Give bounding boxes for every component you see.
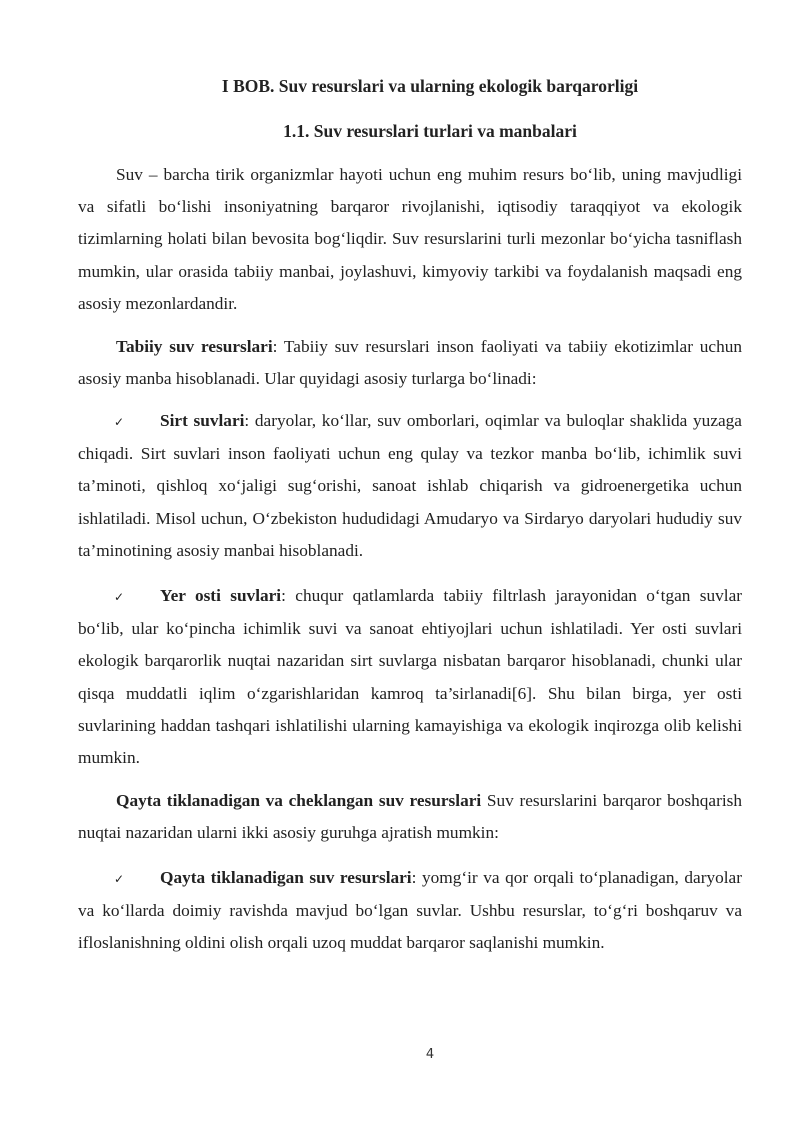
surface-water-text: : daryolar, ko‘llar, suv omborlari, oqimlar va buloqlar shaklida yuzaga chiqadi. Sirt suvlari inson faoliyati uchun eng qulay va tezkor manba bo‘lib, ichimlik suvi ta’minoti, qishloq xo‘jaligi sug‘orishi, sanoat ishlab chiqarish va gidroenergetika uchun ishlatiladi. Misol uchun, O‘zbekiston hududidagi Amudaryo va Sirdaryo daryolari hududiy suv ta’minotining asosiy manbai hisoblanadi.	[78, 411, 742, 560]
renewable-limited-title: Qayta tiklanadigan va cheklangan suv resurslari	[116, 791, 482, 810]
surface-water-title: Sirt suvlari	[160, 411, 245, 430]
renewable-water-text: : yomg‘ir va qor orqali to‘planadigan, daryolar va ko‘llarda doimiy ravishda mavjud bo‘lgan suvlar. Ushbu resurslar, to‘g‘ri boshqaruv va ifloslanishning oldini olish orqali uzoq muddat barqaror saqlanishi mumkin.	[78, 868, 742, 953]
natural-resources-paragraph	[78, 331, 742, 395]
section-heading: 1.1. Suv resurslari turlari va manbalari	[283, 121, 577, 141]
renewable-limited-text: Suv resurslarini barqaror boshqarish nuqtai nazaridan ularni ikki asosiy guruhga ajratish mumkin:	[78, 791, 742, 843]
groundwater-title: Yer osti suvlari	[160, 586, 282, 605]
intro-paragraph: Suv – barcha tirik organizmlar hayoti uchun eng muhim resurs bo‘lib, uning mavjudligi va sifatli bo‘lishi insoniyatning barqaror rivojlanishi, iqtisodiy taraqqiyot va ekologik tizimlarning holati bilan bevosita bog‘liqdir. Suv resurslarini turli mezonlar bo‘yicha tasniflash mumkin, ular orasida tabiiy manbai, joylashuvi, kimyoviy tarkibi va foydalanish maqsadi eng asosiy mezonlardandir.	[78, 165, 742, 313]
chapter-heading: I BOB. Suv resurslari va ularning ekologik barqarorligi	[221, 76, 639, 96]
surface-water-paragraph	[78, 405, 742, 567]
renewable-water-title: Qayta tiklanadigan suv resurslari	[160, 868, 412, 887]
checkmark-icon: ✓	[114, 872, 125, 886]
groundwater-paragraph	[78, 580, 742, 774]
page-number: 4	[425, 1047, 435, 1062]
groundwater-text: : chuqur qatlamlarda tabiiy filtrlash jarayonidan o‘tgan suvlar bo‘lib, ular ko‘pincha ichimlik suvi va sanoat ehtiyojlari uchun ishlatiladi. Yer osti suvlari ekologik barqarorlik nuqtai nazaridan sirt suvlarga nisbatan barqaror hisoblanadi, chunki ular qisqa muddatli iqlim o‘zgarishlaridan kamroq ta’sirlanadi[6]. Shu bilan birga, yer osti suvlarining haddan tashqari ishlatilishi ularning kamayishiga va ekologik inqirozga olib kelishi mumkin.	[78, 586, 743, 768]
checkmark-icon: ✓	[114, 590, 125, 604]
checkmark-icon: ✓	[114, 415, 125, 429]
natural-resources-text: : Tabiiy suv resurslari inson faoliyati va tabiiy ekotizimlar uchun asosiy manba hisoblanadi. Ular quyidagi asosiy turlarga bo‘linadi:	[78, 337, 743, 389]
natural-resources-title: Tabiiy suv resurslari	[116, 337, 273, 356]
renewable-water-paragraph	[78, 862, 742, 960]
renewable-limited-paragraph	[78, 785, 742, 849]
